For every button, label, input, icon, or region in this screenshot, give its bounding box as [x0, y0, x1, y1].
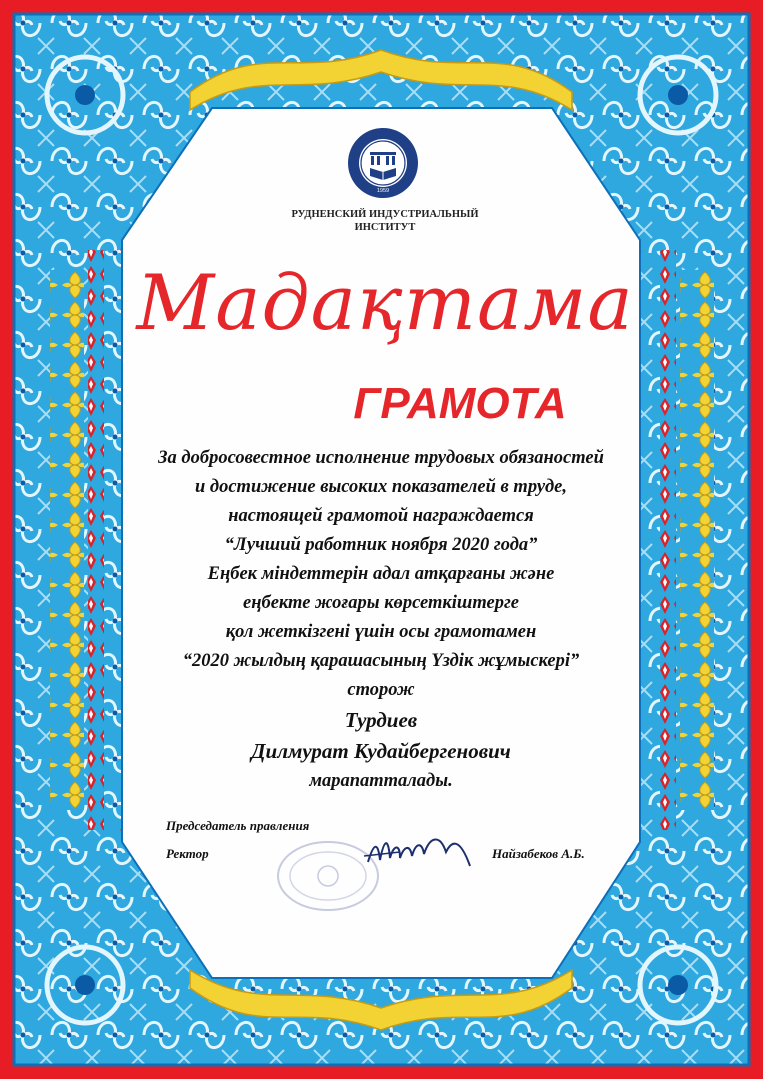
- institute-name-line2: ИНСТИТУТ: [354, 222, 416, 233]
- award-line: “2020 жылдың қарашасының Үздік жұмыскері”: [182, 651, 580, 671]
- institute-name: [240, 208, 530, 234]
- title-kazakh: Мадақтама: [136, 258, 634, 347]
- institute-logo: [346, 126, 420, 200]
- award-line: сторож: [347, 680, 415, 700]
- award-line: қол жеткізгені үшін осы грамотамен: [225, 622, 537, 642]
- award-line: еңбекте жоғары көрсеткіштерге: [242, 593, 519, 613]
- rector-signature: [360, 822, 480, 882]
- chairman-label: Председатель правления: [166, 818, 310, 833]
- award-text: [120, 444, 642, 796]
- award-line: Еңбек міндеттерін адал атқарғаны және: [207, 564, 555, 584]
- rector-label: Ректор: [166, 846, 209, 861]
- award-line: “Лучший работник ноября 2020 года”: [224, 535, 538, 555]
- award-line: настоящей грамотой награждается: [228, 506, 534, 526]
- signer-name: Найзабеков А.Б.: [492, 846, 585, 861]
- recipient-full-name: Дилмурат Кудайбергенович: [251, 739, 511, 763]
- logo-year: 1959: [376, 188, 390, 194]
- title-russian: ГРАМОТА: [353, 379, 567, 428]
- award-closing: марапатталады.: [309, 771, 453, 791]
- award-line: и достижение высоких показателей в труде,: [195, 477, 567, 497]
- award-line: За добросовестное исполнение трудовых обязаностей: [158, 448, 604, 468]
- recipient-surname: Турдиев: [344, 708, 418, 732]
- institute-name-line1: РУДНЕНСКИЙ ИНДУСТРИАЛЬНЫЙ: [291, 209, 479, 220]
